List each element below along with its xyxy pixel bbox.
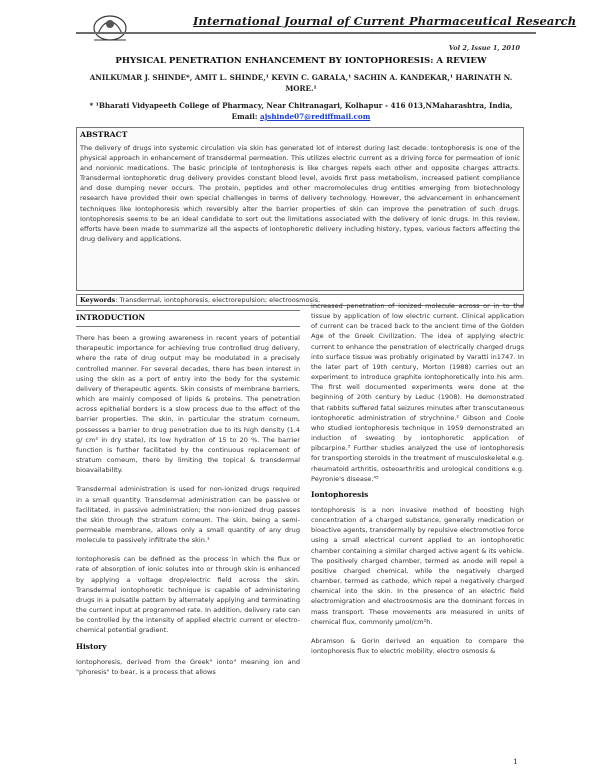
history-paragraph: Iontophoresis, derived from the Greek" ionto" meaning ion and "phoresis" to bear, is a process that allows <box>76 657 300 676</box>
intro-paragraph-3: Iontophoresis can be defined as the process in which the flux or rate of absorption of ionic solutes into or through skin is enhanced by applying a voltage drop/electric field across the skin. Transdermal iontophoretic technique is capable of administering drugs in a pulsatile pattern by alternately applying and terminating the current input at programmed rate. In addition, delivery rate can be controlled by the intensity of applied electric current or electro-chemical potential gradient. <box>76 555 300 635</box>
abstract-heading: ABSTRACT <box>80 130 128 139</box>
intro-paragraph-2: Transdermal administration is used for non-ionized drugs required in a small quantity. Transdermal administration can be passive or facilitated, in passive administration; the non-ionized drug passes the skin through the stratum corneum. The skin, being a semi-permeable membrane, allows only a small quantity of any drug molecule to passively infiltrate the skin.¹ <box>76 485 300 545</box>
journal-title: International Journal of Current Pharmaceutical Research <box>193 14 577 28</box>
journal-logo-icon <box>88 10 132 44</box>
introduction-heading-box <box>76 310 300 327</box>
paper-title: PHYSICAL PENETRATION ENHANCEMENT BY IONTOPHORESIS: A REVIEW <box>115 56 487 66</box>
abstract-text: The delivery of drugs into systemic circulation via skin has generated lot of interest during last decade. Iontophoresis is one of the physical approach in enhancement of transdermal permeation. This utilizes electric current as a driving force for permeation of ionic and nonionic medications. The basic principle of Iontophoresis is like charges repels each other and opposite charges attracts. Transdermal iontophoretic drug delivery provides constant blood level, avoids first pass metabolism, increased patient compliance and dose dumping never occurs. The protein, peptides and other macromolecules drug entities emerging from biotechnology research have provided their own special challenges in terms of delivery technology. However, the advancement in enhancement techniques like Iontophoresis which reversibly alter the barrier properties of skin can improve the penetration of such drugs. Iontophoresis seems to be an ideal candidate to sort out the limitations associated with the delivery of ionic drugs. In this review, efforts have been made to summarize all the aspects of iontophoretic delivery including history, types, various factors affecting the drug delivery and applications. <box>80 144 520 243</box>
history-heading: History <box>76 641 107 651</box>
email-link[interactable]: ajshinde07@rediffmail.com <box>260 112 371 121</box>
header-divider <box>76 32 536 34</box>
iontophoresis-paragraph-2: Abramson & Gorin derived an equation to compare the iontophoresis flux to electric mobility, electro osmosis & <box>311 636 524 655</box>
author-list: ANILKUMAR J. SHINDE*, AMIT L. SHINDE,¹ KEVIN C. GARALA,¹ SACHIN A. KANDEKAR,¹ HARINATH N. MORE.¹ <box>89 73 513 93</box>
page-number: 1 <box>513 757 518 766</box>
volume-issue: Vol 2, Issue 1, 2010 <box>448 44 520 52</box>
introduction-heading: INTRODUCTION <box>76 313 146 322</box>
history-paragraph-continued: increased penetration of ionized molecule across or in to the tissue by application of low electric current. Clinical application of current can be traced back to the ancient time of the Golden Age of the Greek Civilization. The idea of applying electric current to enhance the penetration of electrically charged drugs into surface tissue was probably originated by Varatti in1747. In the later part of 19th century, Morton (1988) carries out an experiment to introduce graphite iontophoretically into his arm. The first well documented experiments were done at the beginning of 20th century by Leduc (1908). He demonstrated that rabbits suffered fatal seizures minutes after transcutaneous iontophoretic administration of strychnine.² Gibson and Coole who studied iontophoresis technique in 1959 demonstrated an induction of sweating by iontophoretic application of pibcarpine.³ Further studies analyzed the use of iontophoresis for transporting steroids in the treatment of musculoskeletal e.g. rheumatoid arthritis, osteoarthritis and urological conditions e.g. Peyronie's disease.⁴⁵ <box>311 302 524 483</box>
keywords-label: Keywords <box>80 296 116 304</box>
right-column <box>311 301 524 665</box>
iontophoresis-paragraph-1: Iontophoresis is a non invasive method of boosting high concentration of a charged substance, generally medication or bioactive agents, transdermally by repulsive electromotive force using a small electrical current applied to an iontophoretic chamber containing a similar charged active agent & its vehicle. The positively charged chamber, termed as anode will repel a positive charged chemical, while the negatively charged chamber, termed as cathode, which repel a negatively charged chemical into the skin. In the presence of an electric field electromigration and electroosmosis are the dominant forces in mass transport. These movements are measured in units of chemical flux, commonly μmol/cm²h. <box>311 505 524 626</box>
email-label: Email: <box>231 112 261 121</box>
intro-paragraph-1: There has been a growing awareness in recent years of potential therapeutic importance for achieving true controlled drug delivery, where the rate of drug output may be modulated in a precisely controlled manner. For several decades, there has been interest in using the skin as a port of entry into the body for the systemic delivery of therapeutic agents. Skin consists of membrane barriers, which are mainly composed of lipids & proteins. The penetration across epithelial borders is a slow process due to the effect of the barrier properties. The skin, in particular the stratum corneum, possesses a barrier to drug penetration due to its high density (1.4 g/ cm² in dry state), its low hydration of 15 to 20 %. The barrier function is further facilitated by the continuous replacement of stratum corneum, there by limiting the topical & transdermal bioavailability. <box>76 334 300 475</box>
left-column <box>76 310 300 686</box>
affiliation <box>76 100 526 122</box>
keywords-text: : Transdermal, iontophoresis, electrorepulsion; electroosmosis. <box>115 296 321 304</box>
iontophoresis-heading: Iontophoresis <box>311 489 369 499</box>
affiliation-text: * ¹Bharati Vidyapeeth College of Pharmacy, Near Chitranagari, Kolhapur - 416 013,NMaharashtra, India, <box>89 101 513 110</box>
